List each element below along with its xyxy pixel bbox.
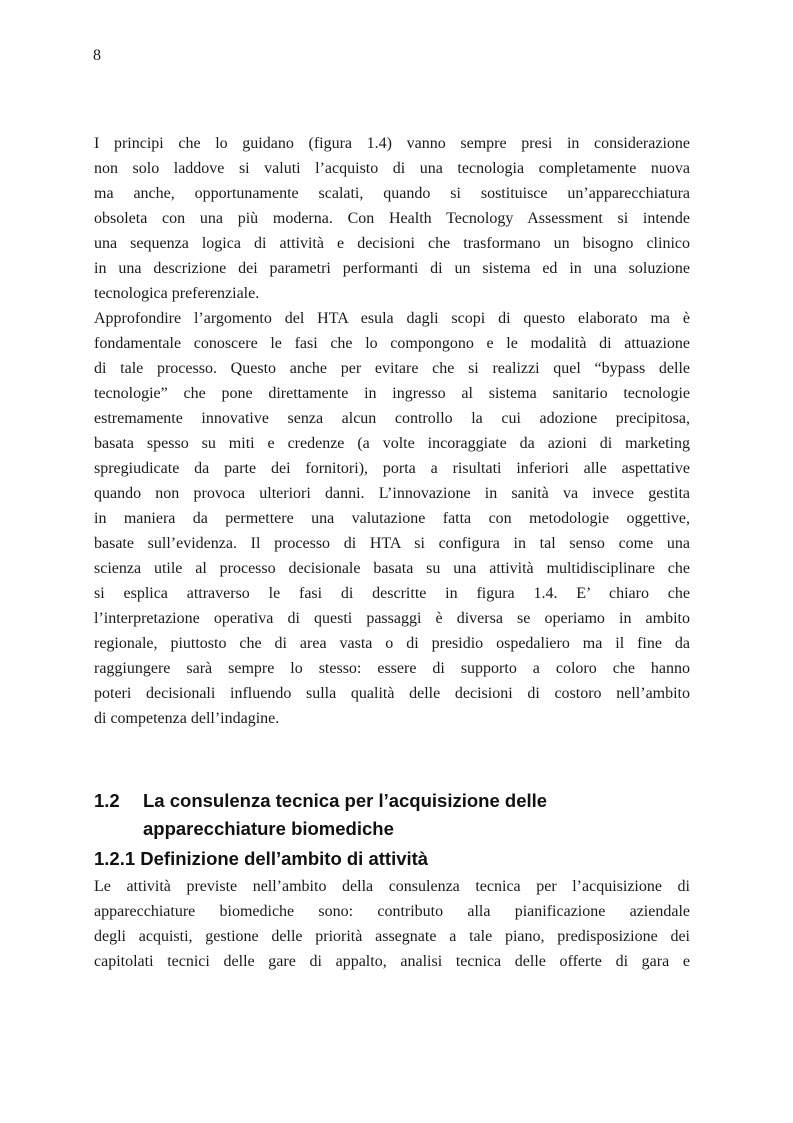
- text-line: non solo laddove si valuti l’acquisto di una tecnologia completamente nuova: [94, 160, 690, 177]
- section-title-line-1: La consulenza tecnica per l’acquisizione delle: [143, 790, 548, 811]
- text-line: tecnologie” che pone direttamente in ingresso al sistema sanitario tecnologie: [94, 385, 690, 402]
- page-number: 8: [93, 47, 101, 64]
- text-line: basata spesso su miti e credenze (a volte incoraggiate da azioni di marketing: [94, 435, 690, 452]
- subsection-heading: 1.2.1 Definizione dell’ambito di attività: [94, 848, 429, 869]
- paragraph-attivita-consulenza: [94, 874, 690, 974]
- text-line: tecnologica preferenziale.: [94, 285, 260, 302]
- text-line: in una descrizione dei parametri performanti di un sistema ed in una soluzione: [94, 260, 690, 277]
- text-line: raggiungere sarà sempre lo stesso: essere di supporto a coloro che hanno: [94, 660, 690, 677]
- text-line: regionale, piuttosto che di area vasta o di presidio ospedaliero ma il fine da: [94, 635, 690, 652]
- text-line: capitolati tecnici delle gare di appalto, analisi tecnica delle offerte di gara e: [94, 953, 690, 970]
- text-line: obsoleta con una più moderna. Con Health Tecnology Assessment si intende: [94, 210, 690, 227]
- text-line: apparecchiature biomediche sono: contributo alla pianificazione aziendale: [94, 903, 690, 920]
- text-line: di competenza dell’indagine.: [94, 710, 280, 727]
- text-line: si esplica attraverso le fasi di descritte in figura 1.4. E’ chiaro che: [94, 585, 690, 602]
- text-line: degli acquisti, gestione delle priorità assegnate a tale piano, predisposizione dei: [94, 928, 690, 945]
- text-line: in maniera da permettere una valutazione fatta con metodologie oggettive,: [94, 510, 690, 527]
- text-line: estremamente innovative senza alcun controllo la cui adozione precipitosa,: [94, 410, 690, 427]
- text-line: poteri decisionali influendo sulla qualità delle decisioni di costoro nell’ambito: [94, 685, 690, 702]
- text-line: scienza utile al processo decisionale basata su una attività multidisciplinare che: [94, 560, 690, 577]
- text-line: spregiudicate da parte dei fornitori), porta a risultati inferiori alle aspettative: [94, 460, 690, 477]
- section-title-line-2: apparecchiature biomediche: [143, 818, 394, 839]
- text-line: di tale processo. Questo anche per evitare che si realizzi quel “bypass delle: [94, 360, 690, 377]
- text-line: Le attività previste nell’ambito della consulenza tecnica per l’acquisizione di: [94, 878, 690, 895]
- text-line: quando non provoca ulteriori danni. L’innovazione in sanità va invece gestita: [94, 485, 690, 502]
- paragraph-principi-hta: [94, 131, 690, 306]
- text-line: ma anche, opportunamente scalati, quando si sostituisce un’apparecchiatura: [94, 185, 690, 202]
- text-line: I principi che lo guidano (figura 1.4) vanno sempre presi in considerazione: [94, 135, 690, 152]
- text-line: fondamentale conoscere le fasi che lo compongono e le modalità di attuazione: [94, 335, 690, 352]
- text-line: basate sull’evidenza. Il processo di HTA si configura in tal senso come una: [94, 535, 690, 552]
- paragraph-approfondire-hta: [94, 306, 690, 731]
- text-line: una sequenza logica di attività e decisioni che trasformano un bisogno clinico: [94, 235, 690, 252]
- text-line: Approfondire l’argomento del HTA esula dagli scopi di questo elaborato ma è: [94, 310, 690, 327]
- text-line: l’interpretazione operativa di questi passaggi è diversa se operiamo in ambito: [94, 610, 690, 627]
- section-number: 1.2: [94, 790, 120, 811]
